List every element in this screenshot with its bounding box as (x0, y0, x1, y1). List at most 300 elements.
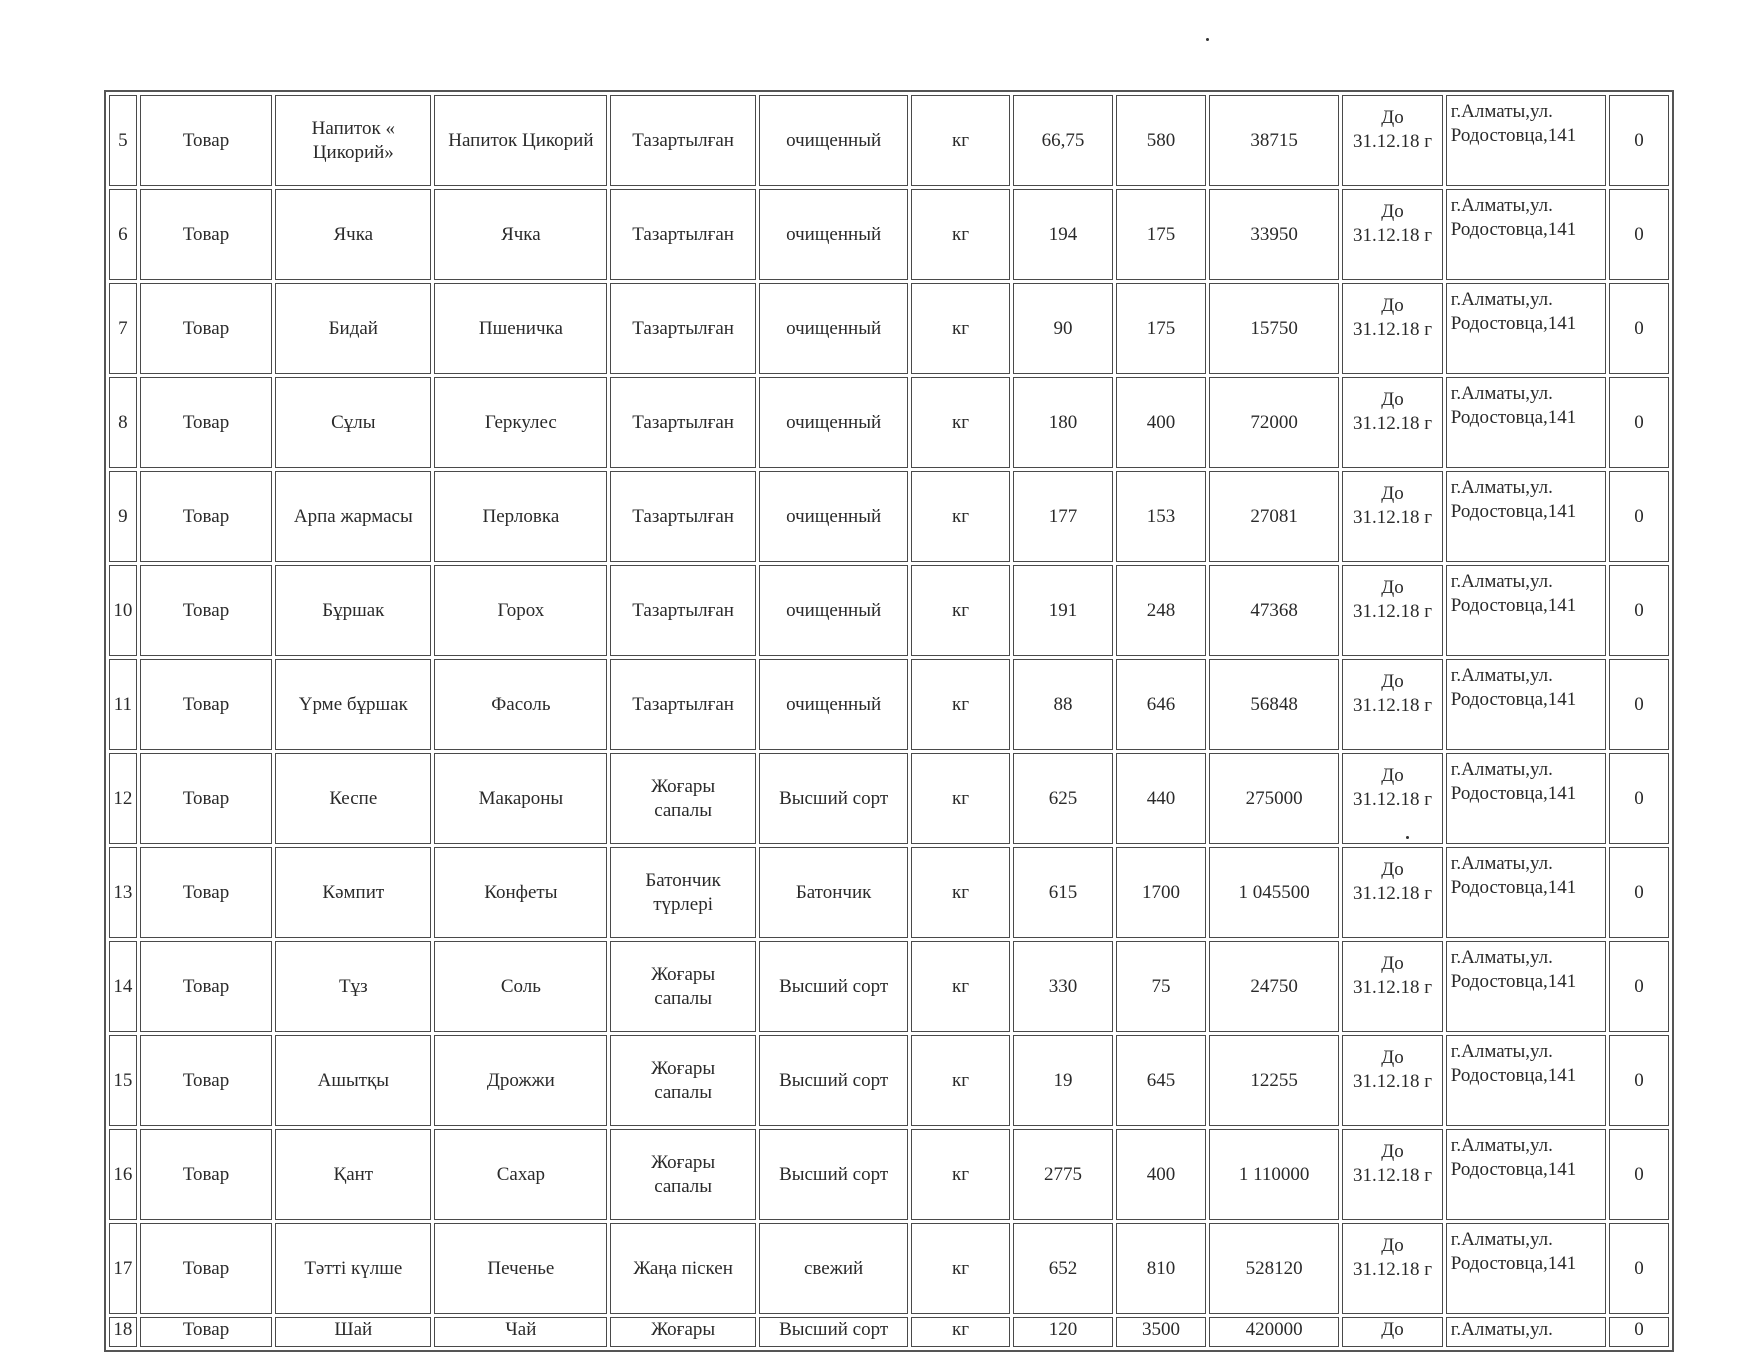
price-cell: 580 (1116, 95, 1206, 186)
delivery-address-cell (1446, 1129, 1606, 1220)
name-ru-cell (434, 847, 607, 938)
table-row (109, 1317, 1669, 1347)
last-value-cell: 0 (1609, 753, 1669, 844)
name-kz-line: Ячка (333, 223, 374, 245)
name-kz-cell (275, 95, 431, 186)
quality-ru-cell (759, 189, 909, 280)
delivery-term-line: 31.12.18 г (1353, 1071, 1433, 1092)
unit-cell: кг (911, 659, 1009, 750)
quantity-cell: 330 (1013, 941, 1113, 1032)
delivery-address-line: Родостовца,141 (1450, 1159, 1577, 1180)
delivery-term-line: До (1381, 107, 1404, 128)
quantity-cell: 19 (1013, 1035, 1113, 1126)
price-cell: 810 (1116, 1223, 1206, 1314)
delivery-address-line: Родостовца,141 (1450, 595, 1577, 616)
row-number-cell: 11 (109, 659, 137, 750)
delivery-term-line: 31.12.18 г (1353, 131, 1433, 152)
delivery-address-line: Родостовца,141 (1450, 125, 1577, 146)
delivery-term-line: До (1381, 577, 1404, 598)
name-ru-cell (434, 1129, 607, 1220)
name-ru-line: Пшеничка (478, 317, 563, 339)
table-row (109, 1035, 1669, 1126)
delivery-term-line: До (1381, 1235, 1404, 1256)
quality-ru-line: Высший сорт (779, 787, 889, 809)
row-number-cell: 9 (109, 471, 137, 562)
last-value-cell: 0 (1609, 377, 1669, 468)
quality-kz-cell (610, 377, 755, 468)
name-kz-line: Бидай (328, 317, 378, 339)
quality-kz-cell (610, 95, 755, 186)
unit-cell: кг (911, 95, 1009, 186)
delivery-address-line: Родостовца,141 (1450, 407, 1577, 428)
price-cell: 400 (1116, 377, 1206, 468)
name-kz-cell (275, 753, 431, 844)
goods-table (106, 92, 1672, 1350)
row-number-cell: 15 (109, 1035, 137, 1126)
delivery-address-cell (1446, 189, 1606, 280)
sum-cell: 1 045500 (1209, 847, 1339, 938)
sum-cell: 275000 (1209, 753, 1339, 844)
name-kz-cell (275, 565, 431, 656)
delivery-term-cell (1342, 471, 1442, 562)
item-type-cell: Товар (140, 471, 273, 562)
delivery-term-line: До (1381, 483, 1404, 504)
delivery-address-line: Родостовца,141 (1450, 313, 1577, 334)
last-value-cell: 0 (1609, 847, 1669, 938)
price-cell: 3500 (1116, 1317, 1206, 1347)
table-body (109, 95, 1669, 1347)
delivery-address-cell (1446, 941, 1606, 1032)
table-row (109, 941, 1669, 1032)
name-ru-line: Перловка (482, 505, 560, 527)
delivery-address-line: Родостовца,141 (1450, 971, 1577, 992)
quality-kz-line: Жоғары (651, 1151, 716, 1173)
delivery-term-line: До (1381, 953, 1404, 974)
quality-ru-line: свежий (804, 1257, 864, 1279)
unit-cell: кг (911, 1317, 1009, 1347)
row-number-cell: 16 (109, 1129, 137, 1220)
quality-kz-cell (610, 659, 755, 750)
name-kz-cell (275, 1317, 431, 1347)
item-type-cell: Товар (140, 377, 273, 468)
quality-ru-cell (759, 941, 909, 1032)
item-type-cell: Товар (140, 1223, 273, 1314)
name-kz-cell (275, 283, 431, 374)
name-ru-line: Фасоль (491, 693, 551, 715)
unit-cell: кг (911, 847, 1009, 938)
item-type-cell: Товар (140, 1129, 273, 1220)
item-type-cell: Товар (140, 847, 273, 938)
price-cell: 646 (1116, 659, 1206, 750)
price-cell: 248 (1116, 565, 1206, 656)
last-value-cell: 0 (1609, 1223, 1669, 1314)
name-kz-cell (275, 471, 431, 562)
quality-kz-line: Жоғары (651, 775, 716, 797)
item-type-cell: Товар (140, 1317, 273, 1347)
price-cell: 1700 (1116, 847, 1206, 938)
delivery-address-line: г.Алматы,ул. (1450, 947, 1553, 968)
delivery-term-cell (1342, 1129, 1442, 1220)
row-number-cell: 8 (109, 377, 137, 468)
delivery-address-cell (1446, 377, 1606, 468)
name-ru-cell (434, 1035, 607, 1126)
price-cell: 440 (1116, 753, 1206, 844)
quality-ru-cell (759, 1317, 909, 1347)
delivery-term-line: 31.12.18 г (1353, 883, 1433, 904)
delivery-term-cell (1342, 659, 1442, 750)
delivery-term-line: 31.12.18 г (1353, 319, 1433, 340)
name-ru-line: Соль (500, 975, 541, 997)
quantity-cell: 625 (1013, 753, 1113, 844)
delivery-term-line: До (1381, 1141, 1404, 1162)
quantity-cell: 652 (1013, 1223, 1113, 1314)
delivery-address-line: Родостовца,141 (1450, 501, 1577, 522)
unit-cell: кг (911, 941, 1009, 1032)
delivery-term-line: 31.12.18 г (1353, 1259, 1433, 1280)
delivery-term-line: До (1381, 765, 1404, 786)
quality-kz-cell (610, 565, 755, 656)
delivery-address-line: г.Алматы,ул. (1450, 665, 1553, 686)
quality-kz-cell (610, 1129, 755, 1220)
quality-ru-cell (759, 1035, 909, 1126)
delivery-term-cell (1342, 1317, 1442, 1347)
name-ru-cell (434, 95, 607, 186)
table-row (109, 753, 1669, 844)
name-ru-cell (434, 659, 607, 750)
name-ru-line: Геркулес (484, 411, 557, 433)
delivery-address-cell (1446, 659, 1606, 750)
table-row (109, 565, 1669, 656)
sum-cell: 420000 (1209, 1317, 1339, 1347)
name-ru-cell (434, 753, 607, 844)
name-kz-line: Тұз (339, 975, 368, 997)
delivery-term-line: До (1381, 1047, 1404, 1068)
quality-ru-cell (759, 847, 909, 938)
delivery-term-line: 31.12.18 г (1353, 413, 1433, 434)
quantity-cell: 615 (1013, 847, 1113, 938)
name-kz-cell (275, 1129, 431, 1220)
name-kz-cell (275, 659, 431, 750)
sum-cell: 72000 (1209, 377, 1339, 468)
quantity-cell: 191 (1013, 565, 1113, 656)
name-ru-cell (434, 1223, 607, 1314)
table-row (109, 95, 1669, 186)
item-type-cell: Товар (140, 283, 273, 374)
name-ru-cell (434, 565, 607, 656)
unit-cell: кг (911, 753, 1009, 844)
delivery-term-line: До (1381, 201, 1404, 222)
sum-cell: 27081 (1209, 471, 1339, 562)
name-ru-line: Макароны (478, 787, 564, 809)
row-number-cell: 18 (109, 1317, 137, 1347)
row-number-cell: 14 (109, 941, 137, 1032)
quality-kz-line: сапалы (654, 1081, 713, 1103)
last-value-cell: 0 (1609, 1035, 1669, 1126)
table-row (109, 1129, 1669, 1220)
quality-kz-line: Жоғары (651, 963, 716, 985)
delivery-address-line: г.Алматы,ул. (1450, 853, 1553, 874)
quality-ru-cell (759, 1129, 909, 1220)
unit-cell: кг (911, 283, 1009, 374)
price-cell: 153 (1116, 471, 1206, 562)
name-ru-line: Ячка (501, 223, 541, 245)
quality-ru-line: очищенный (786, 223, 882, 245)
name-ru-cell (434, 377, 607, 468)
sum-cell: 33950 (1209, 189, 1339, 280)
item-type-cell: Товар (140, 95, 273, 186)
name-ru-cell (434, 941, 607, 1032)
quality-kz-line: Тазартылған (632, 505, 734, 527)
price-cell: 400 (1116, 1129, 1206, 1220)
sum-cell: 12255 (1209, 1035, 1339, 1126)
name-ru-line: Конфеты (484, 881, 558, 903)
quality-ru-cell (759, 377, 909, 468)
name-ru-cell (434, 189, 607, 280)
delivery-address-line: Родостовца,141 (1450, 1065, 1577, 1086)
quality-kz-cell (610, 941, 755, 1032)
delivery-address-line: г.Алматы,ул. (1450, 1135, 1553, 1156)
name-kz-cell (275, 377, 431, 468)
delivery-term-line: До (1381, 671, 1404, 692)
quality-kz-cell (610, 283, 755, 374)
last-value-cell: 0 (1609, 283, 1669, 374)
quality-ru-cell (759, 95, 909, 186)
quantity-cell: 120 (1013, 1317, 1113, 1347)
quantity-cell: 88 (1013, 659, 1113, 750)
quantity-cell: 180 (1013, 377, 1113, 468)
quantity-cell: 90 (1013, 283, 1113, 374)
quality-kz-cell (610, 189, 755, 280)
item-type-cell: Товар (140, 753, 273, 844)
last-value-cell: 0 (1609, 659, 1669, 750)
delivery-term-cell (1342, 941, 1442, 1032)
quality-kz-line: Тазартылған (632, 129, 734, 151)
price-cell: 175 (1116, 189, 1206, 280)
quality-kz-line: Тазартылған (632, 317, 734, 339)
quality-ru-cell (759, 471, 909, 562)
quality-ru-line: Высший сорт (779, 1163, 889, 1185)
sum-cell: 38715 (1209, 95, 1339, 186)
item-type-cell: Товар (140, 941, 273, 1032)
delivery-address-cell (1446, 565, 1606, 656)
delivery-term-line: 31.12.18 г (1353, 507, 1433, 528)
last-value-cell: 0 (1609, 189, 1669, 280)
name-kz-cell (275, 1035, 431, 1126)
quantity-cell: 66,75 (1013, 95, 1113, 186)
delivery-term-cell (1342, 95, 1442, 186)
unit-cell: кг (911, 189, 1009, 280)
name-ru-line: Напиток Цикорий (448, 129, 594, 151)
last-value-cell: 0 (1609, 1129, 1669, 1220)
delivery-term-line: До (1381, 1319, 1404, 1340)
unit-cell: кг (911, 1129, 1009, 1220)
name-kz-line: Арпа жармасы (293, 505, 413, 527)
delivery-term-line: 31.12.18 г (1353, 695, 1433, 716)
delivery-address-cell (1446, 1035, 1606, 1126)
name-kz-line: Тәтті күлше (304, 1257, 403, 1279)
quality-kz-cell (610, 1035, 755, 1126)
quality-kz-line: түрлері (653, 893, 713, 915)
quality-kz-cell (610, 1317, 755, 1347)
row-number-cell: 12 (109, 753, 137, 844)
delivery-term-line: 31.12.18 г (1353, 225, 1433, 246)
quality-kz-line: сапалы (654, 799, 713, 821)
table-row (109, 471, 1669, 562)
delivery-address-line: г.Алматы,ул. (1450, 759, 1553, 780)
unit-cell: кг (911, 1223, 1009, 1314)
name-kz-line: Үрме бұршак (298, 693, 408, 715)
last-value-cell: 0 (1609, 95, 1669, 186)
delivery-address-line: г.Алматы,ул. (1450, 477, 1553, 498)
delivery-address-cell (1446, 471, 1606, 562)
name-kz-line: Кеспе (329, 787, 378, 809)
name-kz-line: Кәмпит (322, 881, 385, 903)
name-kz-line: Шай (334, 1319, 373, 1340)
name-ru-line: Печенье (487, 1257, 555, 1279)
quality-ru-line: очищенный (786, 505, 882, 527)
row-number-cell: 17 (109, 1223, 137, 1314)
quality-kz-line: Батончик (645, 869, 721, 891)
name-kz-line: Цикорий» (312, 141, 394, 163)
quality-ru-line: очищенный (786, 129, 882, 151)
table-row (109, 659, 1669, 750)
table-row (109, 189, 1669, 280)
quality-kz-line: сапалы (654, 1175, 713, 1197)
quality-ru-cell (759, 1223, 909, 1314)
name-ru-line: Сахар (496, 1163, 546, 1185)
delivery-address-cell (1446, 753, 1606, 844)
quality-kz-cell (610, 471, 755, 562)
quality-kz-line: Тазартылған (632, 223, 734, 245)
row-number-cell: 5 (109, 95, 137, 186)
quality-kz-line: Тазартылған (632, 693, 734, 715)
quality-kz-line: Жоғары (651, 1319, 716, 1340)
sum-cell: 47368 (1209, 565, 1339, 656)
unit-cell: кг (911, 565, 1009, 656)
delivery-address-line: г.Алматы,ул. (1450, 1041, 1553, 1062)
quality-kz-line: Жаңа піскен (633, 1257, 733, 1279)
delivery-address-cell (1446, 1223, 1606, 1314)
quality-kz-cell (610, 1223, 755, 1314)
quality-ru-line: Высший сорт (779, 1319, 889, 1340)
row-number-cell: 13 (109, 847, 137, 938)
delivery-term-cell (1342, 283, 1442, 374)
name-kz-cell (275, 1223, 431, 1314)
quantity-cell: 177 (1013, 471, 1113, 562)
scanned-table-sheet (104, 90, 1674, 1352)
price-cell: 175 (1116, 283, 1206, 374)
price-cell: 75 (1116, 941, 1206, 1032)
quantity-cell: 2775 (1013, 1129, 1113, 1220)
delivery-address-line: Родостовца,141 (1450, 783, 1577, 804)
delivery-term-line: 31.12.18 г (1353, 601, 1433, 622)
delivery-address-line: г.Алматы,ул. (1450, 289, 1553, 310)
delivery-address-line: Родостовца,141 (1450, 1253, 1577, 1274)
name-kz-cell (275, 941, 431, 1032)
name-kz-line: Қант (333, 1163, 374, 1185)
quality-ru-line: Высший сорт (779, 975, 889, 997)
name-ru-cell (434, 471, 607, 562)
quality-ru-line: очищенный (786, 411, 882, 433)
quality-ru-line: Высший сорт (779, 1069, 889, 1091)
name-kz-line: Сұлы (331, 411, 376, 433)
unit-cell: кг (911, 377, 1009, 468)
delivery-address-line: г.Алматы,ул. (1450, 195, 1553, 216)
item-type-cell: Товар (140, 565, 273, 656)
delivery-address-line: г.Алматы,ул. (1450, 1319, 1553, 1340)
quality-ru-cell (759, 753, 909, 844)
item-type-cell: Товар (140, 1035, 273, 1126)
last-value-cell: 0 (1609, 565, 1669, 656)
delivery-address-line: г.Алматы,ул. (1450, 383, 1553, 404)
quality-kz-line: сапалы (654, 987, 713, 1009)
quality-ru-line: Батончик (795, 881, 872, 903)
delivery-term-cell (1342, 565, 1442, 656)
table-row (109, 847, 1669, 938)
quality-ru-cell (759, 283, 909, 374)
quality-kz-line: Тазартылған (632, 599, 734, 621)
delivery-address-line: г.Алматы,ул. (1450, 1229, 1553, 1250)
delivery-address-line: Родостовца,141 (1450, 877, 1577, 898)
sum-cell: 528120 (1209, 1223, 1339, 1314)
delivery-term-cell (1342, 1035, 1442, 1126)
quality-kz-cell (610, 753, 755, 844)
name-ru-line: Дрожжи (486, 1069, 555, 1091)
delivery-address-line: Родостовца,141 (1450, 219, 1577, 240)
item-type-cell: Товар (140, 659, 273, 750)
quality-kz-line: Жоғары (651, 1057, 716, 1079)
delivery-term-line: До (1381, 389, 1404, 410)
name-ru-line: Горох (497, 599, 545, 621)
delivery-term-cell (1342, 189, 1442, 280)
name-kz-line: Ашытқы (317, 1069, 390, 1091)
name-kz-line: Напиток « (311, 117, 395, 139)
name-kz-line: Бұршак (322, 599, 385, 621)
table-row (109, 283, 1669, 374)
row-number-cell: 10 (109, 565, 137, 656)
quality-kz-cell (610, 847, 755, 938)
delivery-term-line: 31.12.18 г (1353, 1165, 1433, 1186)
delivery-term-line: 31.12.18 г (1353, 789, 1433, 810)
delivery-address-cell (1446, 283, 1606, 374)
last-value-cell: 0 (1609, 1317, 1669, 1347)
name-ru-cell (434, 1317, 607, 1347)
last-value-cell: 0 (1609, 471, 1669, 562)
price-cell: 645 (1116, 1035, 1206, 1126)
unit-cell: кг (911, 471, 1009, 562)
delivery-term-line: До (1381, 859, 1404, 880)
delivery-address-cell (1446, 847, 1606, 938)
quality-ru-cell (759, 659, 909, 750)
quality-ru-line: очищенный (786, 693, 882, 715)
sum-cell: 24750 (1209, 941, 1339, 1032)
delivery-term-line: 31.12.18 г (1353, 977, 1433, 998)
last-value-cell: 0 (1609, 941, 1669, 1032)
sum-cell: 56848 (1209, 659, 1339, 750)
name-kz-cell (275, 189, 431, 280)
scan-speck (1406, 836, 1409, 839)
quality-ru-line: очищенный (786, 599, 882, 621)
delivery-address-line: Родостовца,141 (1450, 689, 1577, 710)
table-row (109, 377, 1669, 468)
sum-cell: 15750 (1209, 283, 1339, 374)
sum-cell: 1 110000 (1209, 1129, 1339, 1220)
delivery-term-line: До (1381, 295, 1404, 316)
name-ru-cell (434, 283, 607, 374)
delivery-address-line: г.Алматы,ул. (1450, 101, 1553, 122)
delivery-address-cell (1446, 95, 1606, 186)
quantity-cell: 194 (1013, 189, 1113, 280)
